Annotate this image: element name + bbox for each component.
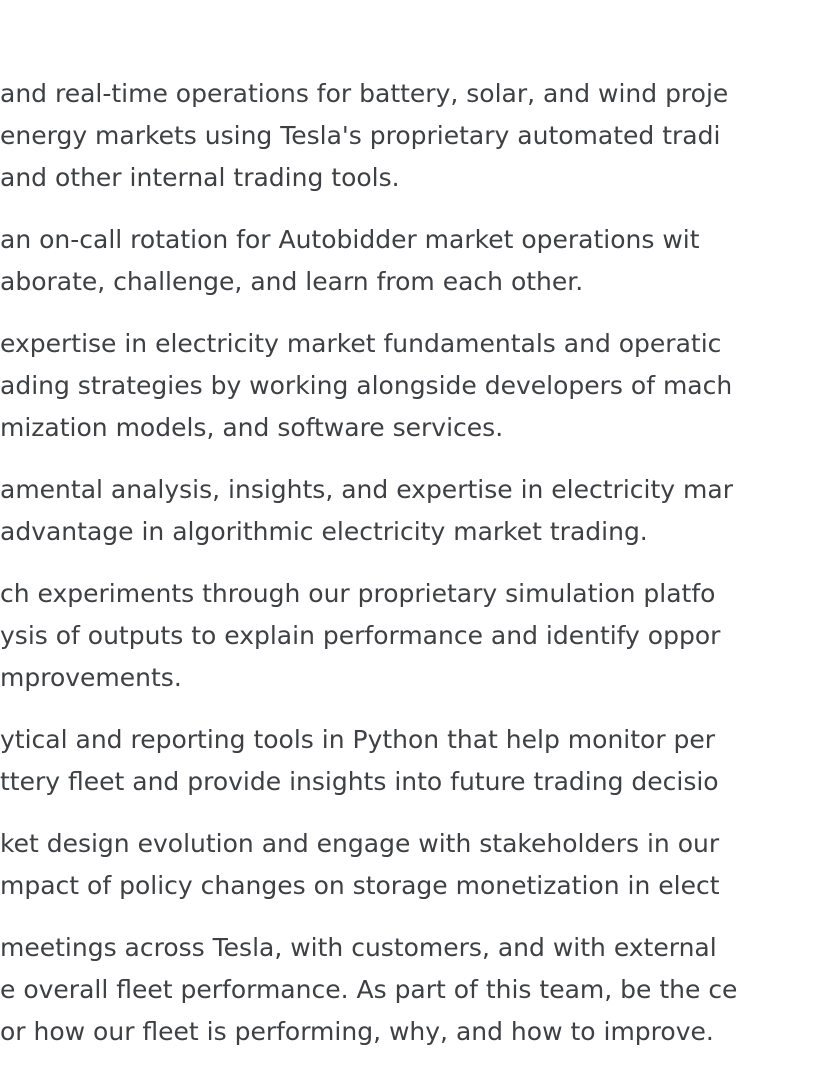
- text-line: expertise in electricity market fundamentals and operatic: [0, 329, 722, 358]
- text-line: ket design evolution and engage with stakeholders in our: [0, 829, 720, 858]
- paragraph-fundamental-analysis: [0, 469, 733, 553]
- paragraph-simulation-experiments: [0, 573, 720, 699]
- text-line: ytical and reporting tools in Python that help monitor per: [0, 725, 716, 754]
- text-line: energy markets using Tesla's proprietary automated tradi: [0, 121, 721, 150]
- text-line: aborate, challenge, and learn from each other.: [0, 267, 584, 296]
- text-line: meetings across Tesla, with customers, and with external: [0, 933, 717, 962]
- text-line: ading strategies by working alongside developers of mach: [0, 371, 733, 400]
- paragraph-fleet-performance: [0, 927, 737, 1053]
- text-line: amental analysis, insights, and expertise in electricity mar: [0, 475, 733, 504]
- text-line: mization models, and software services.: [0, 413, 504, 442]
- text-line: an on-call rotation for Autobidder market operations wit: [0, 225, 700, 254]
- text-line: mprovements.: [0, 663, 182, 692]
- text-line: and real-time operations for battery, solar, and wind proje: [0, 79, 729, 108]
- paragraph-market-design: [0, 823, 720, 907]
- paragraph-market-operations: [0, 73, 728, 199]
- paragraph-reporting-tools: [0, 719, 719, 803]
- text-line: ysis of outputs to explain performance and identify oppor: [0, 621, 721, 650]
- text-line: and other internal trading tools.: [0, 163, 400, 192]
- text-line: e overall fleet performance. As part of this team, be the ce: [0, 975, 738, 1004]
- text-line: or how our fleet is performing, why, and how to improve.: [0, 1017, 714, 1046]
- paragraph-on-call-rotation: [0, 219, 700, 303]
- text-line: ttery fleet and provide insights into future trading decisio: [0, 767, 719, 796]
- paragraph-market-expertise: [0, 323, 732, 449]
- text-line: advantage in algorithmic electricity market trading.: [0, 517, 648, 546]
- text-line: ch experiments through our proprietary simulation platfo: [0, 579, 716, 608]
- text-line: mpact of policy changes on storage monetization in elect: [0, 871, 720, 900]
